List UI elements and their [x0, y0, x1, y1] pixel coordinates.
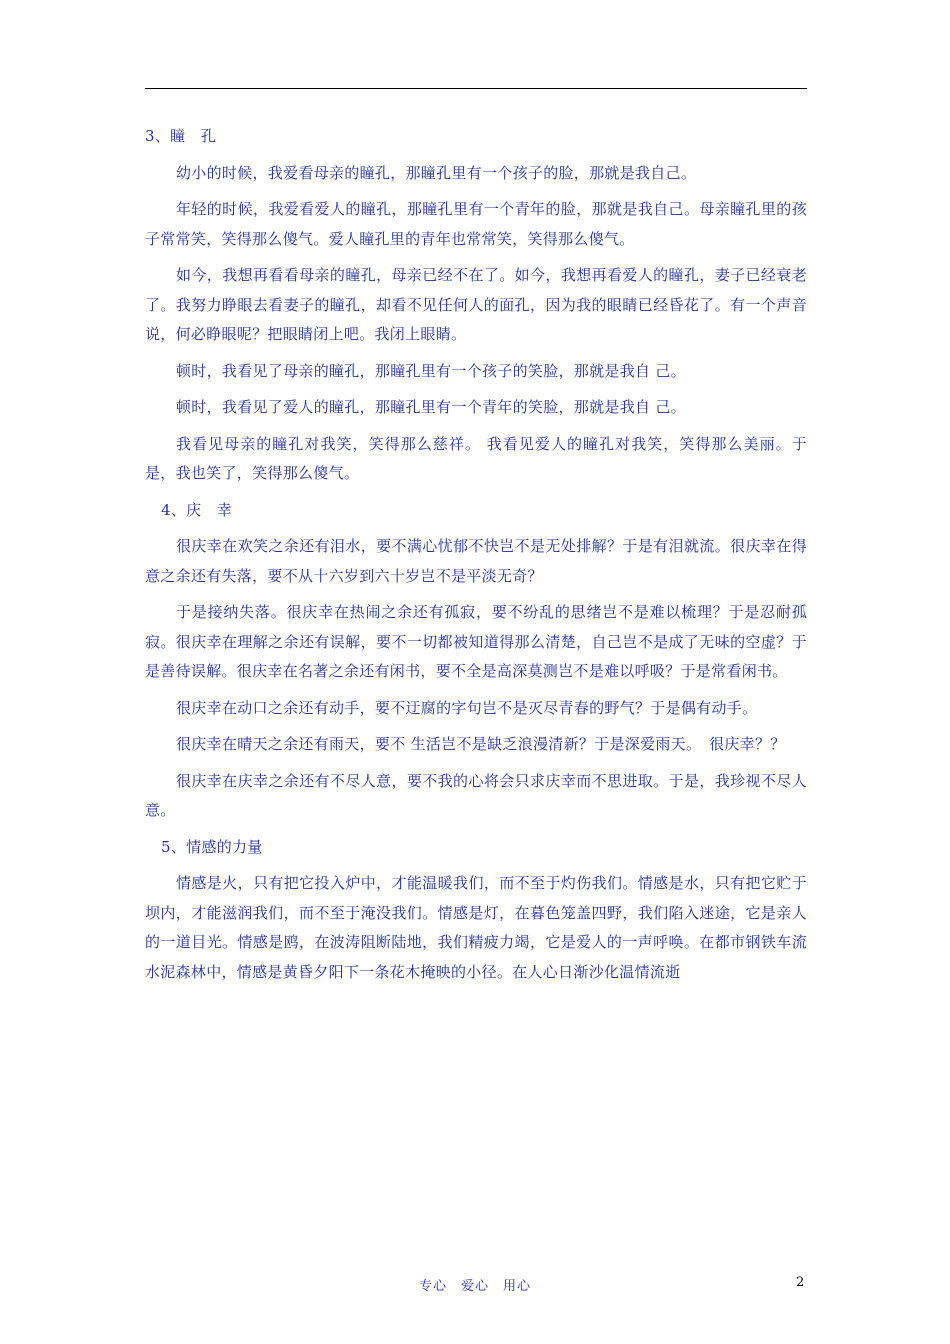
section-emotion-power	[145, 833, 807, 988]
paragraph: 很庆幸在庆幸之余还有不尽人意，要不我的心将会只求庆幸而不思进取。于是，我珍视不尽人意。	[145, 771, 807, 819]
paragraph: 幼小的时候，我爱看母亲的瞳孔，那瞳孔里有一个孩子的脸，那就是我自己。	[176, 163, 697, 182]
page-number: 2	[796, 1275, 805, 1290]
paragraph: 如今，我想再看看母亲的瞳孔，母亲已经不在了。如今，我想再看爱人的瞳孔，妻子已经衰老了。我努力睁眼去看妻子的瞳孔，却看不见任何人的面孔，因为我的眼睛已经昏花了。有一个声音说，何必睁眼呢？把眼睛闭上吧。我闭上眼睛。	[145, 266, 807, 343]
page-footer	[0, 1275, 950, 1299]
paragraph: 于是接纳失落。很庆幸在热闹之余还有孤寂，要不纷乱的思绪岂不是难以梳理？于是忍耐孤寂。很庆幸在理解之余还有误解，要不一切都被知道得那么清楚，自己岂不是成了无味的空虚？于是善待误解。很庆幸在名著之余还有闲书，要不全是高深莫测岂不是难以呼吸？于是常看闲书。	[145, 603, 807, 680]
paragraph: 很庆幸在欢笑之余还有泪水，要不满心忧郁不快岂不是无处排解？于是有泪就流。很庆幸在得意之余还有失落，要不从十六岁到六十岁岂不是平淡无奇？	[145, 537, 807, 585]
paragraph: 年轻的时候，我爱看爱人的瞳孔，那瞳孔里有一个青年的脸，那就是我自己。母亲瞳孔里的孩子常常笑，笑得那么傻气。爱人瞳孔里的青年也常常笑，笑得那么傻气。	[145, 200, 807, 248]
paragraph: 很庆幸在晴天之余还有雨天，要不 生活岂不是缺乏浪漫清新？于是深爱雨天。 很庆幸？？	[176, 735, 786, 753]
paragraph: 我看见母亲的瞳孔对我笑，笑得那么慈祥。 我看见爱人的瞳孔对我笑，笑得那么美丽。于是，我也笑了，笑得那么傻气。	[145, 434, 807, 482]
section-heading: 5、情感的力量	[161, 837, 263, 856]
paragraph: 顿时，我看见了母亲的瞳孔，那瞳孔里有一个孩子的笑脸，那就是我自 己。	[176, 361, 686, 380]
paragraph: 很庆幸在动口之余还有动手，要不迂腐的字句岂不是灭尽青春的野气？于是偶有动手。	[176, 698, 758, 717]
document-body	[145, 122, 807, 994]
section-heading: 4、庆 幸	[161, 500, 233, 519]
section-fortunate	[145, 496, 807, 826]
section-heading: 3、瞳 孔	[145, 127, 217, 145]
section-pupil	[145, 122, 807, 489]
paragraph: 顿时，我看见了爱人的瞳孔，那瞳孔里有一个青年的笑脸，那就是我自 己。	[176, 398, 686, 416]
footer-motto: 专心 爱心 用心	[418, 1279, 531, 1294]
header-rule	[145, 88, 807, 89]
paragraph: 情感是火，只有把它投入炉中，才能温暖我们，而不至于灼伤我们。情感是水，只有把它贮于坝内，才能滋润我们，而不至于淹没我们。情感是灯，在暮色笼盖四野，我们陷入迷途，它是亲人的一道目光。情感是鸥，在波涛阻断陆地，我们精疲力竭，它是爱人的一声呼唤。在都市钢铁车流水泥森林中，情感是黄昏夕阳下一条花木掩映的小径。在人心日渐沙化温情流逝	[145, 874, 807, 981]
